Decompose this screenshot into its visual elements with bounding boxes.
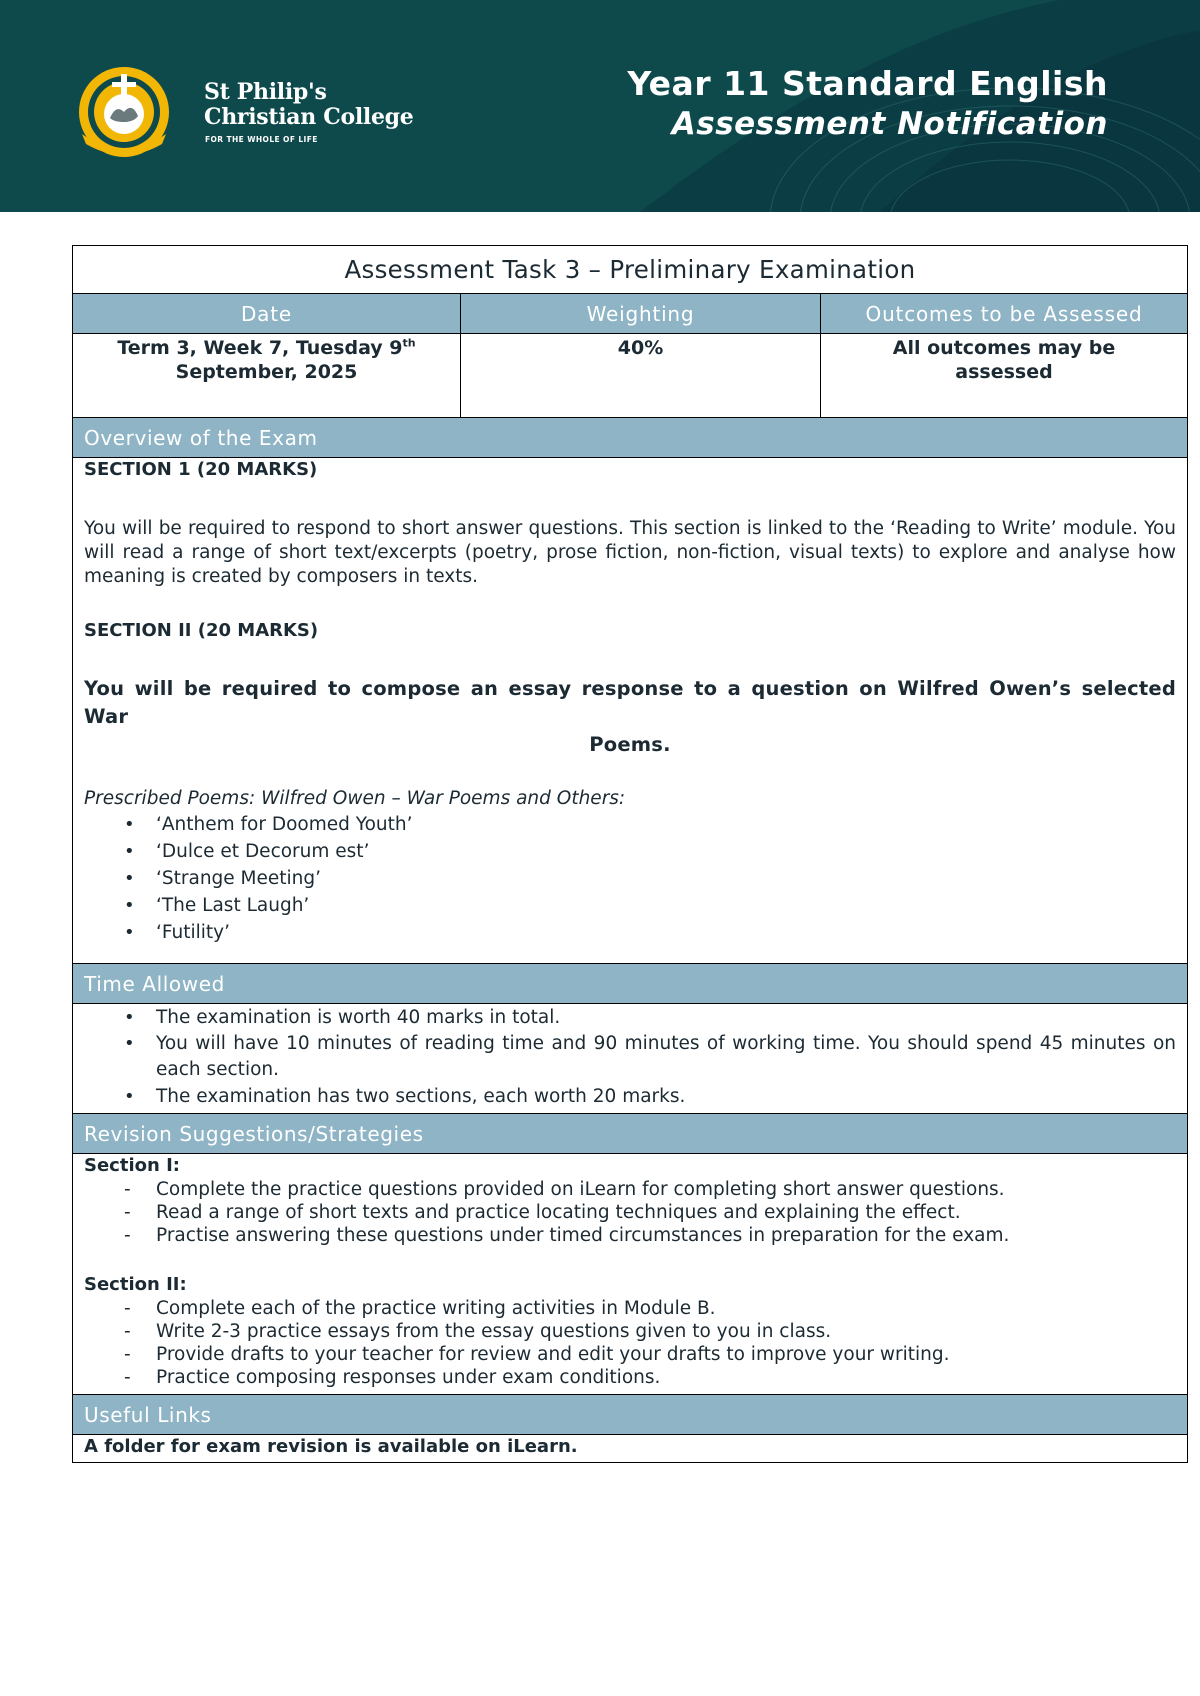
college-logo bbox=[74, 52, 494, 172]
section2-title: SECTION II (20 MARKS) bbox=[84, 620, 319, 641]
poem-list bbox=[124, 811, 1176, 946]
list-item: • ‘Futility’ bbox=[124, 919, 1176, 946]
list-item: • ‘Anthem for Doomed Youth’ bbox=[124, 811, 1176, 838]
list-item: - Complete the practice questions provided on iLearn for completing short answer questions. bbox=[124, 1178, 1176, 1201]
college-name-line1: St Philip's bbox=[204, 79, 327, 105]
revision-section2-list bbox=[124, 1297, 1176, 1389]
list-item: • The examination has two sections, each worth 20 marks. bbox=[124, 1083, 1176, 1110]
college-name bbox=[204, 80, 413, 130]
date-suffix: th bbox=[402, 336, 416, 350]
outcomes-column-header: Outcomes to be Assessed bbox=[865, 302, 1143, 326]
list-item: - Complete each of the practice writing activities in Module B. bbox=[124, 1297, 1176, 1320]
title-line2: Assessment Notification bbox=[671, 106, 1108, 142]
outcomes-value: All outcomes may be assessed bbox=[892, 337, 1116, 383]
time-list bbox=[124, 1004, 1176, 1110]
useful-links-text: A folder for exam revision is available on iLearn. bbox=[84, 1436, 578, 1457]
list-item: • You will have 10 minutes of reading time and 90 minutes of working time. You should spend 45 minutes on each section. bbox=[124, 1031, 1176, 1083]
revision-section1-list bbox=[124, 1178, 1176, 1247]
revision-section2-title: Section II: bbox=[84, 1274, 187, 1295]
college-tagline: FOR THE WHOLE OF LIFE bbox=[205, 135, 318, 144]
details-value-row bbox=[73, 334, 1187, 418]
revision-heading: Revision Suggestions/Strategies bbox=[73, 1114, 1187, 1154]
date-column-header: Date bbox=[73, 294, 461, 333]
details-header-row bbox=[73, 294, 1187, 334]
list-item: • ‘Dulce et Decorum est’ bbox=[124, 838, 1176, 865]
list-item: • ‘The Last Laugh’ bbox=[124, 892, 1176, 919]
list-item: - Provide drafts to your teacher for review and edit your drafts to improve your writing. bbox=[124, 1343, 1176, 1366]
list-item: - Read a range of short texts and practice locating techniques and explaining the effect. bbox=[124, 1201, 1176, 1224]
section2-text bbox=[84, 675, 1176, 759]
section1-text: You will be required to respond to short answer questions. This section is linked to the ‘Reading to Write’ module. You will read a range of short text/excerpts (poetry, prose fiction, non-fiction, visual texts) to explore and analyse how meaning is created by composers in texts. bbox=[84, 518, 1176, 587]
date-main: Term 3, Week 7, Tuesday 9 bbox=[117, 337, 403, 359]
title-line1: Year 11 Standard English bbox=[627, 64, 1108, 103]
weighting-value: 40% bbox=[461, 334, 821, 417]
date-line2: September, 2025 bbox=[175, 361, 358, 383]
header-banner bbox=[0, 0, 1200, 212]
college-seal-icon bbox=[74, 52, 184, 172]
assessment-table bbox=[72, 245, 1188, 1463]
college-name-line2: Christian College bbox=[204, 104, 414, 130]
list-item: • ‘Strange Meeting’ bbox=[124, 865, 1176, 892]
list-item: • The examination is worth 40 marks in total. bbox=[124, 1004, 1176, 1031]
prescribed-poems-label: Prescribed Poems: Wilfred Owen – War Poems and Others: bbox=[84, 788, 626, 809]
weighting-column-header: Weighting bbox=[461, 294, 821, 333]
section2-text-line2: Poems. bbox=[589, 733, 671, 756]
overview-heading: Overview of the Exam bbox=[73, 418, 1187, 458]
task-title: Assessment Task 3 – Preliminary Examination bbox=[73, 246, 1187, 294]
list-item: - Practice composing responses under exam conditions. bbox=[124, 1366, 1176, 1389]
time-allowed-body bbox=[73, 1004, 1187, 1114]
document-title bbox=[627, 64, 1108, 144]
useful-links-heading: Useful Links bbox=[73, 1395, 1187, 1435]
list-item: - Practise answering these questions under timed circumstances in preparation for the exam. bbox=[124, 1224, 1176, 1247]
list-item: - Write 2-3 practice essays from the essay questions given to you in class. bbox=[124, 1320, 1176, 1343]
revision-body bbox=[73, 1154, 1187, 1395]
date-value bbox=[73, 334, 461, 417]
time-allowed-heading: Time Allowed bbox=[73, 964, 1187, 1004]
overview-body bbox=[73, 458, 1187, 964]
section1-title: SECTION 1 (20 MARKS) bbox=[84, 459, 318, 480]
revision-section1-title: Section I: bbox=[84, 1155, 180, 1176]
section2-text-line1: You will be required to compose an essay response to a question on Wilfred Owen’s selected War bbox=[84, 677, 1176, 728]
useful-links-body bbox=[73, 1435, 1187, 1462]
